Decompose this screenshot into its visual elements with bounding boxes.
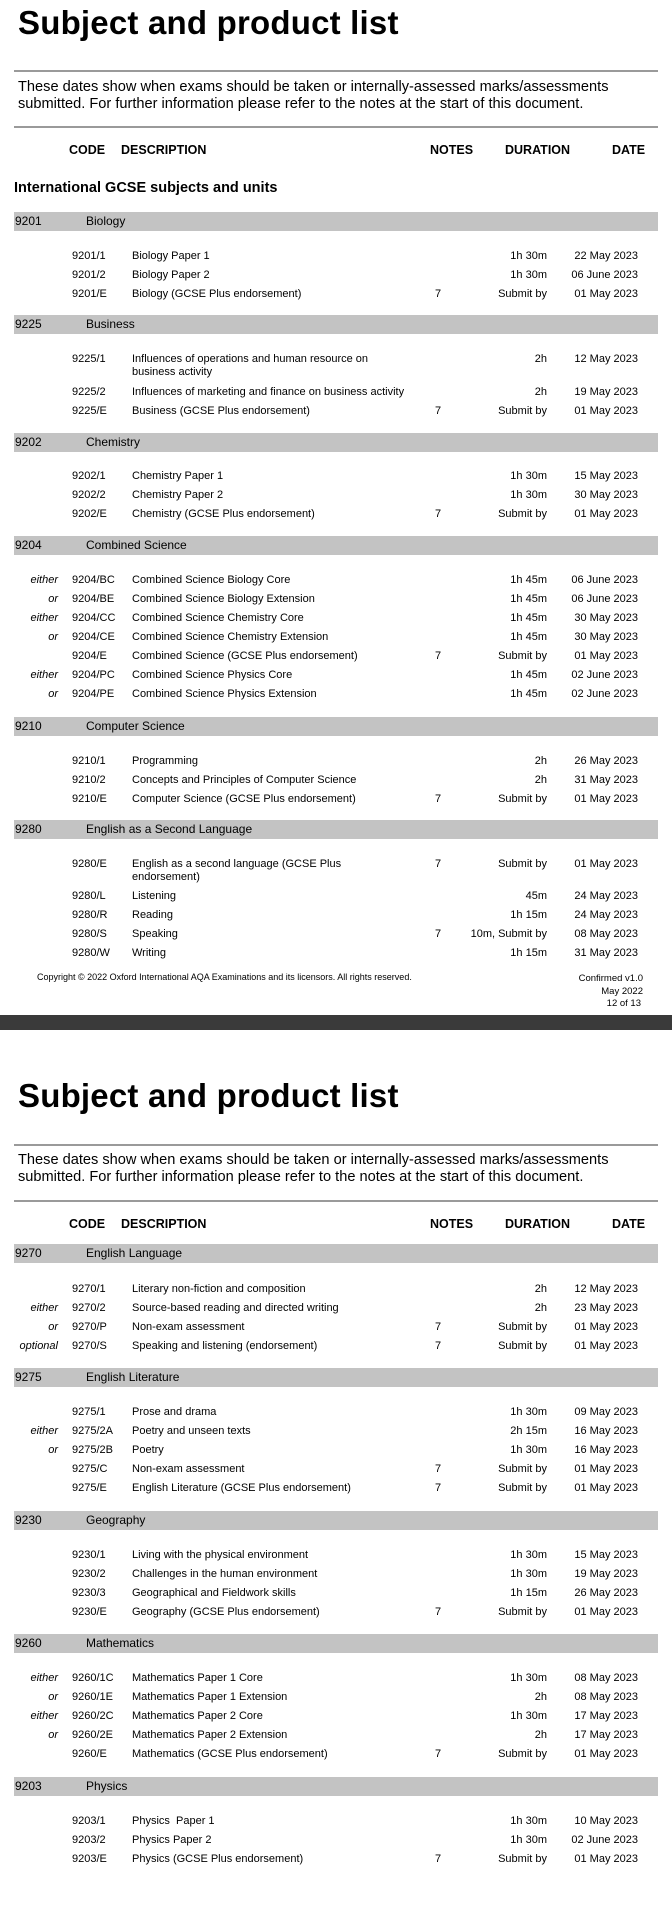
row-duration: 2h bbox=[534, 1302, 547, 1314]
row-description: English Literature (GCSE Plus endorsement) bbox=[132, 1482, 351, 1494]
row-date: 08 May 2023 bbox=[574, 1672, 638, 1684]
column-header-code: CODE bbox=[69, 143, 106, 157]
row-description: Non-exam assessment bbox=[132, 1463, 245, 1475]
subject-name: Mathematics bbox=[86, 1636, 155, 1650]
subject-name: Geography bbox=[86, 1513, 146, 1527]
row-description: Combined Science Biology Extension bbox=[132, 593, 315, 605]
page-title: Subject and product list bbox=[18, 4, 399, 41]
subject-code: 9201 bbox=[15, 214, 42, 228]
row-code: 9275/2A bbox=[72, 1425, 113, 1437]
subject-code: 9225 bbox=[15, 317, 42, 331]
column-header-notes: NOTES bbox=[430, 143, 474, 157]
row-code: 9204/CE bbox=[72, 631, 115, 643]
row-date: 01 May 2023 bbox=[574, 508, 638, 520]
row-option: or bbox=[48, 593, 58, 605]
row-date: 30 May 2023 bbox=[574, 489, 638, 501]
row-code: 9275/C bbox=[72, 1463, 108, 1475]
row-notes: 7 bbox=[435, 508, 442, 520]
row-code: 9203/1 bbox=[72, 1815, 106, 1827]
row-date: 26 May 2023 bbox=[574, 755, 638, 767]
row-date: 01 May 2023 bbox=[574, 1463, 638, 1475]
row-notes: 7 bbox=[435, 1482, 442, 1494]
intro-rule bbox=[14, 1200, 658, 1202]
row-duration: Submit by bbox=[498, 1482, 547, 1494]
row-description: Challenges in the human environment bbox=[132, 1568, 318, 1580]
row-duration: 2h bbox=[534, 353, 547, 365]
subject-band bbox=[14, 717, 658, 736]
row-date: 01 May 2023 bbox=[574, 650, 638, 662]
subject-code: 9230 bbox=[15, 1513, 42, 1527]
row-description: Biology (GCSE Plus endorsement) bbox=[132, 288, 302, 300]
row-description: Influences of operations and human resource on business activity bbox=[132, 353, 369, 378]
row-code: 9210/2 bbox=[72, 774, 106, 786]
column-header-description: DESCRIPTION bbox=[121, 143, 207, 157]
subject-band bbox=[14, 1511, 658, 1530]
row-notes: 7 bbox=[435, 1340, 442, 1352]
row-duration: 1h 30m bbox=[510, 1710, 547, 1722]
row-description: Mathematics Paper 1 Extension bbox=[132, 1691, 288, 1703]
document-page-2 bbox=[0, 1030, 672, 1910]
row-duration: Submit by bbox=[498, 1748, 547, 1760]
row-date: 19 May 2023 bbox=[574, 1568, 638, 1580]
row-code: 9275/2B bbox=[72, 1444, 113, 1456]
row-date: 26 May 2023 bbox=[574, 1587, 638, 1599]
row-description: Programming bbox=[132, 755, 199, 767]
row-code: 9204/PE bbox=[72, 688, 115, 700]
subject-name: English Literature bbox=[86, 1370, 180, 1384]
subject-band bbox=[14, 1368, 658, 1387]
row-code: 9225/2 bbox=[72, 386, 106, 398]
row-duration: Submit by bbox=[498, 650, 547, 662]
row-description: Combined Science Chemistry Extension bbox=[132, 631, 329, 643]
row-description: Influences of marketing and finance on business activity bbox=[132, 386, 405, 398]
row-code: 9201/2 bbox=[72, 269, 106, 281]
row-description: Reading bbox=[132, 909, 173, 921]
subject-code: 9260 bbox=[15, 1636, 42, 1650]
row-notes: 7 bbox=[435, 1606, 442, 1618]
row-date: 09 May 2023 bbox=[574, 1406, 638, 1418]
row-code: 9280/S bbox=[72, 928, 107, 940]
row-code: 9202/E bbox=[72, 508, 107, 520]
row-code: 9203/2 bbox=[72, 1834, 106, 1846]
subject-code: 9203 bbox=[15, 1779, 42, 1793]
row-date: 06 June 2023 bbox=[571, 593, 638, 605]
row-date: 30 May 2023 bbox=[574, 631, 638, 643]
row-description: Speaking and listening (endorsement) bbox=[132, 1340, 318, 1352]
row-duration: 2h bbox=[534, 755, 547, 767]
row-option: or bbox=[48, 1321, 58, 1333]
row-code: 9230/E bbox=[72, 1606, 107, 1618]
footer-date: May 2022 bbox=[601, 986, 643, 997]
row-date: 16 May 2023 bbox=[574, 1444, 638, 1456]
row-description: Physics Paper 2 bbox=[132, 1834, 212, 1846]
row-code: 9280/E bbox=[72, 858, 107, 870]
row-date: 23 May 2023 bbox=[574, 1302, 638, 1314]
row-duration: Submit by bbox=[498, 508, 547, 520]
row-description: Concepts and Principles of Computer Science bbox=[132, 774, 357, 786]
row-code: 9201/1 bbox=[72, 250, 106, 262]
row-description: Non-exam assessment bbox=[132, 1321, 245, 1333]
row-date: 24 May 2023 bbox=[574, 909, 638, 921]
row-code: 9204/BE bbox=[72, 593, 115, 605]
row-code: 9202/1 bbox=[72, 470, 106, 482]
row-duration: Submit by bbox=[498, 793, 547, 805]
row-code: 9280/R bbox=[72, 909, 108, 921]
row-date: 17 May 2023 bbox=[574, 1710, 638, 1722]
row-duration: 2h bbox=[534, 1283, 547, 1295]
subject-code: 9204 bbox=[15, 538, 42, 552]
row-code: 9204/PC bbox=[72, 669, 115, 681]
subject-code: 9202 bbox=[15, 435, 42, 449]
intro-rule bbox=[14, 126, 658, 128]
row-notes: 7 bbox=[435, 650, 442, 662]
row-option: either bbox=[30, 612, 58, 624]
subject-code: 9270 bbox=[15, 1246, 42, 1260]
row-duration: 2h bbox=[534, 774, 547, 786]
column-header-date: DATE bbox=[612, 143, 646, 157]
row-duration: Submit by bbox=[498, 1853, 547, 1865]
subject-band bbox=[14, 820, 658, 839]
row-description: Listening bbox=[132, 890, 177, 902]
row-code: 9230/3 bbox=[72, 1587, 106, 1599]
footer-page-number: 12 of 13 bbox=[606, 998, 641, 1009]
row-code: 9260/1E bbox=[72, 1691, 113, 1703]
row-duration: 1h 15m bbox=[510, 909, 547, 921]
row-code: 9225/1 bbox=[72, 353, 106, 365]
row-option: either bbox=[30, 1302, 58, 1314]
row-code: 9204/E bbox=[72, 650, 107, 662]
row-duration: Submit by bbox=[498, 1321, 547, 1333]
footer-copyright: Copyright © 2022 Oxford International AQA Examinations and its licensors. All rights reserved. bbox=[37, 972, 412, 982]
subject-name: Physics bbox=[86, 1779, 128, 1793]
row-notes: 7 bbox=[435, 793, 442, 805]
subject-band bbox=[14, 315, 658, 334]
column-header-duration: DURATION bbox=[505, 143, 571, 157]
row-date: 10 May 2023 bbox=[574, 1815, 638, 1827]
row-duration: 1h 30m bbox=[510, 1672, 547, 1684]
row-option: either bbox=[30, 1710, 58, 1722]
row-description: Chemistry (GCSE Plus endorsement) bbox=[132, 508, 315, 520]
row-code: 9204/BC bbox=[72, 574, 115, 586]
subject-name: Chemistry bbox=[86, 435, 141, 449]
row-code: 9260/E bbox=[72, 1748, 107, 1760]
row-date: 01 May 2023 bbox=[574, 793, 638, 805]
row-code: 9270/1 bbox=[72, 1283, 106, 1295]
row-notes: 7 bbox=[435, 405, 442, 417]
row-description: Combined Science (GCSE Plus endorsement) bbox=[132, 650, 358, 662]
row-code: 9280/W bbox=[72, 947, 110, 959]
subject-code: 9280 bbox=[15, 822, 42, 836]
row-code: 9210/1 bbox=[72, 755, 106, 767]
row-notes: 7 bbox=[435, 1463, 442, 1475]
row-option: either bbox=[30, 1672, 58, 1684]
row-code: 9280/L bbox=[72, 890, 106, 902]
row-duration: Submit by bbox=[498, 858, 547, 870]
row-code: 9230/2 bbox=[72, 1568, 106, 1580]
row-duration: 1h 45m bbox=[510, 593, 547, 605]
row-code: 9225/E bbox=[72, 405, 107, 417]
row-date: 01 May 2023 bbox=[574, 858, 638, 870]
row-duration: 1h 30m bbox=[510, 1549, 547, 1561]
row-description: Mathematics Paper 2 Extension bbox=[132, 1729, 288, 1741]
row-duration: Submit by bbox=[498, 1606, 547, 1618]
row-description: Literary non-fiction and composition bbox=[132, 1283, 306, 1295]
row-date: 01 May 2023 bbox=[574, 288, 638, 300]
subject-name: English Language bbox=[86, 1246, 183, 1260]
row-date: 02 June 2023 bbox=[571, 1834, 638, 1846]
row-date: 08 May 2023 bbox=[574, 928, 638, 940]
intro-text: These dates show when exams should be taken or internally-assessed marks/assessments submitted. For further information please refer to the notes at the start of this document. bbox=[18, 79, 609, 112]
subject-name: Combined Science bbox=[86, 538, 187, 552]
row-description: Mathematics Paper 1 Core bbox=[132, 1672, 263, 1684]
row-date: 06 June 2023 bbox=[571, 269, 638, 281]
row-date: 22 May 2023 bbox=[574, 250, 638, 262]
row-code: 9260/2E bbox=[72, 1729, 113, 1741]
row-code: 9260/1C bbox=[72, 1672, 114, 1684]
row-code: 9270/S bbox=[72, 1340, 107, 1352]
row-description: Geographical and Fieldwork skills bbox=[132, 1587, 296, 1599]
section-title: International GCSE subjects and units bbox=[14, 180, 278, 196]
subject-band bbox=[14, 536, 658, 555]
row-description: Combined Science Biology Core bbox=[132, 574, 291, 586]
row-date: 01 May 2023 bbox=[574, 1340, 638, 1352]
row-date: 12 May 2023 bbox=[574, 353, 638, 365]
title-rule bbox=[14, 70, 658, 72]
row-duration: 1h 30m bbox=[510, 1406, 547, 1418]
column-header-notes: NOTES bbox=[430, 1217, 474, 1231]
row-description: Source-based reading and directed writing bbox=[132, 1302, 339, 1314]
row-date: 01 May 2023 bbox=[574, 1482, 638, 1494]
row-date: 17 May 2023 bbox=[574, 1729, 638, 1741]
row-description: Computer Science (GCSE Plus endorsement) bbox=[132, 793, 356, 805]
row-duration: 10m, Submit by bbox=[470, 928, 547, 940]
row-code: 9230/1 bbox=[72, 1549, 106, 1561]
row-duration: Submit by bbox=[498, 1340, 547, 1352]
row-code: 9210/E bbox=[72, 793, 107, 805]
row-duration: Submit by bbox=[498, 1463, 547, 1475]
row-duration: 45m bbox=[525, 890, 547, 902]
row-option: either bbox=[30, 1425, 58, 1437]
row-date: 30 May 2023 bbox=[574, 612, 638, 624]
row-duration: 2h 15m bbox=[510, 1425, 547, 1437]
row-duration: 1h 45m bbox=[510, 612, 547, 624]
row-code: 9203/E bbox=[72, 1853, 107, 1865]
row-description: Combined Science Chemistry Core bbox=[132, 612, 304, 624]
row-duration: 2h bbox=[534, 1691, 547, 1703]
row-option: or bbox=[48, 1729, 58, 1741]
row-code: 9201/E bbox=[72, 288, 107, 300]
row-date: 19 May 2023 bbox=[574, 386, 638, 398]
row-code: 9204/CC bbox=[72, 612, 116, 624]
row-notes: 7 bbox=[435, 1321, 442, 1333]
row-date: 01 May 2023 bbox=[574, 405, 638, 417]
row-notes: 7 bbox=[435, 858, 442, 870]
row-date: 01 May 2023 bbox=[574, 1606, 638, 1618]
column-header-date: DATE bbox=[612, 1217, 646, 1231]
row-description: Physics Paper 1 bbox=[132, 1815, 215, 1827]
subject-code: 9210 bbox=[15, 719, 42, 733]
subject-band bbox=[14, 1244, 658, 1263]
row-description: Biology Paper 2 bbox=[132, 269, 210, 281]
row-duration: 1h 45m bbox=[510, 669, 547, 681]
row-date: 01 May 2023 bbox=[574, 1321, 638, 1333]
row-duration: 1h 30m bbox=[510, 250, 547, 262]
footer-confirmed: Confirmed v1.0 bbox=[578, 973, 643, 984]
row-description: Business (GCSE Plus endorsement) bbox=[132, 405, 310, 417]
column-header-duration: DURATION bbox=[505, 1217, 571, 1231]
intro-text: These dates show when exams should be taken or internally-assessed marks/assessments submitted. For further information please refer to the notes at the start of this document. bbox=[18, 1152, 609, 1185]
subject-band bbox=[14, 1634, 658, 1653]
row-date: 01 May 2023 bbox=[574, 1853, 638, 1865]
subject-name: Computer Science bbox=[86, 719, 185, 733]
row-date: 24 May 2023 bbox=[574, 890, 638, 902]
row-description: Writing bbox=[132, 947, 167, 959]
row-option: either bbox=[30, 669, 58, 681]
column-header-description: DESCRIPTION bbox=[121, 1217, 207, 1231]
row-date: 08 May 2023 bbox=[574, 1691, 638, 1703]
row-description: Physics (GCSE Plus endorsement) bbox=[132, 1853, 304, 1865]
row-duration: Submit by bbox=[498, 405, 547, 417]
row-duration: 2h bbox=[534, 386, 547, 398]
row-description: Chemistry Paper 2 bbox=[132, 489, 224, 501]
page-title: Subject and product list bbox=[18, 1077, 399, 1114]
row-description: Poetry bbox=[132, 1444, 164, 1456]
row-date: 12 May 2023 bbox=[574, 1283, 638, 1295]
row-duration: 1h 30m bbox=[510, 489, 547, 501]
row-date: 06 June 2023 bbox=[571, 574, 638, 586]
subject-band bbox=[14, 1777, 658, 1796]
row-notes: 7 bbox=[435, 1853, 442, 1865]
row-duration: 1h 30m bbox=[510, 1444, 547, 1456]
row-duration: 2h bbox=[534, 1729, 547, 1741]
row-description: Chemistry Paper 1 bbox=[132, 470, 224, 482]
row-notes: 7 bbox=[435, 1748, 442, 1760]
subject-name: English as a Second Language bbox=[86, 822, 253, 836]
row-date: 31 May 2023 bbox=[574, 774, 638, 786]
subject-name: Biology bbox=[86, 214, 126, 228]
row-duration: 1h 30m bbox=[510, 269, 547, 281]
row-code: 9275/E bbox=[72, 1482, 107, 1494]
row-duration: 1h 30m bbox=[510, 470, 547, 482]
row-code: 9270/P bbox=[72, 1321, 107, 1333]
subject-band bbox=[14, 433, 658, 452]
row-duration: 1h 30m bbox=[510, 1834, 547, 1846]
row-date: 02 June 2023 bbox=[571, 669, 638, 681]
row-date: 01 May 2023 bbox=[574, 1748, 638, 1760]
page-separator bbox=[0, 1015, 672, 1030]
row-date: 15 May 2023 bbox=[574, 1549, 638, 1561]
row-description: English as a second language (GCSE Plus endorsement) bbox=[132, 858, 342, 883]
row-duration: 1h 30m bbox=[510, 1815, 547, 1827]
row-code: 9202/2 bbox=[72, 489, 106, 501]
subject-code: 9275 bbox=[15, 1370, 42, 1384]
row-duration: 1h 45m bbox=[510, 688, 547, 700]
row-description: Geography (GCSE Plus endorsement) bbox=[132, 1606, 320, 1618]
row-description: Combined Science Physics Extension bbox=[132, 688, 317, 700]
row-date: 15 May 2023 bbox=[574, 470, 638, 482]
row-option: or bbox=[48, 1444, 58, 1456]
row-description: Combined Science Physics Core bbox=[132, 669, 293, 681]
row-notes: 7 bbox=[435, 288, 442, 300]
row-option: or bbox=[48, 688, 58, 700]
row-duration: 1h 45m bbox=[510, 631, 547, 643]
row-duration: Submit by bbox=[498, 288, 547, 300]
row-option: either bbox=[30, 574, 58, 586]
title-rule bbox=[14, 1144, 658, 1146]
subject-name: Business bbox=[86, 317, 135, 331]
row-description: Living with the physical environment bbox=[132, 1549, 309, 1561]
row-date: 16 May 2023 bbox=[574, 1425, 638, 1437]
row-date: 02 June 2023 bbox=[571, 688, 638, 700]
row-option: or bbox=[48, 631, 58, 643]
row-description: Mathematics Paper 2 Core bbox=[132, 1710, 263, 1722]
row-notes: 7 bbox=[435, 928, 442, 940]
row-date: 31 May 2023 bbox=[574, 947, 638, 959]
row-duration: 1h 15m bbox=[510, 947, 547, 959]
row-code: 9275/1 bbox=[72, 1406, 106, 1418]
column-header-code: CODE bbox=[69, 1217, 106, 1231]
row-description: Prose and drama bbox=[132, 1406, 217, 1418]
row-duration: 1h 45m bbox=[510, 574, 547, 586]
row-option: or bbox=[48, 1691, 58, 1703]
row-description: Mathematics (GCSE Plus endorsement) bbox=[132, 1748, 328, 1760]
row-option: optional bbox=[19, 1340, 58, 1352]
row-code: 9260/2C bbox=[72, 1710, 114, 1722]
subject-band bbox=[14, 212, 658, 231]
row-code: 9270/2 bbox=[72, 1302, 106, 1314]
row-duration: 1h 30m bbox=[510, 1568, 547, 1580]
row-description: Biology Paper 1 bbox=[132, 250, 210, 262]
row-duration: 1h 15m bbox=[510, 1587, 547, 1599]
row-description: Poetry and unseen texts bbox=[132, 1425, 251, 1437]
row-description: Speaking bbox=[132, 928, 178, 940]
